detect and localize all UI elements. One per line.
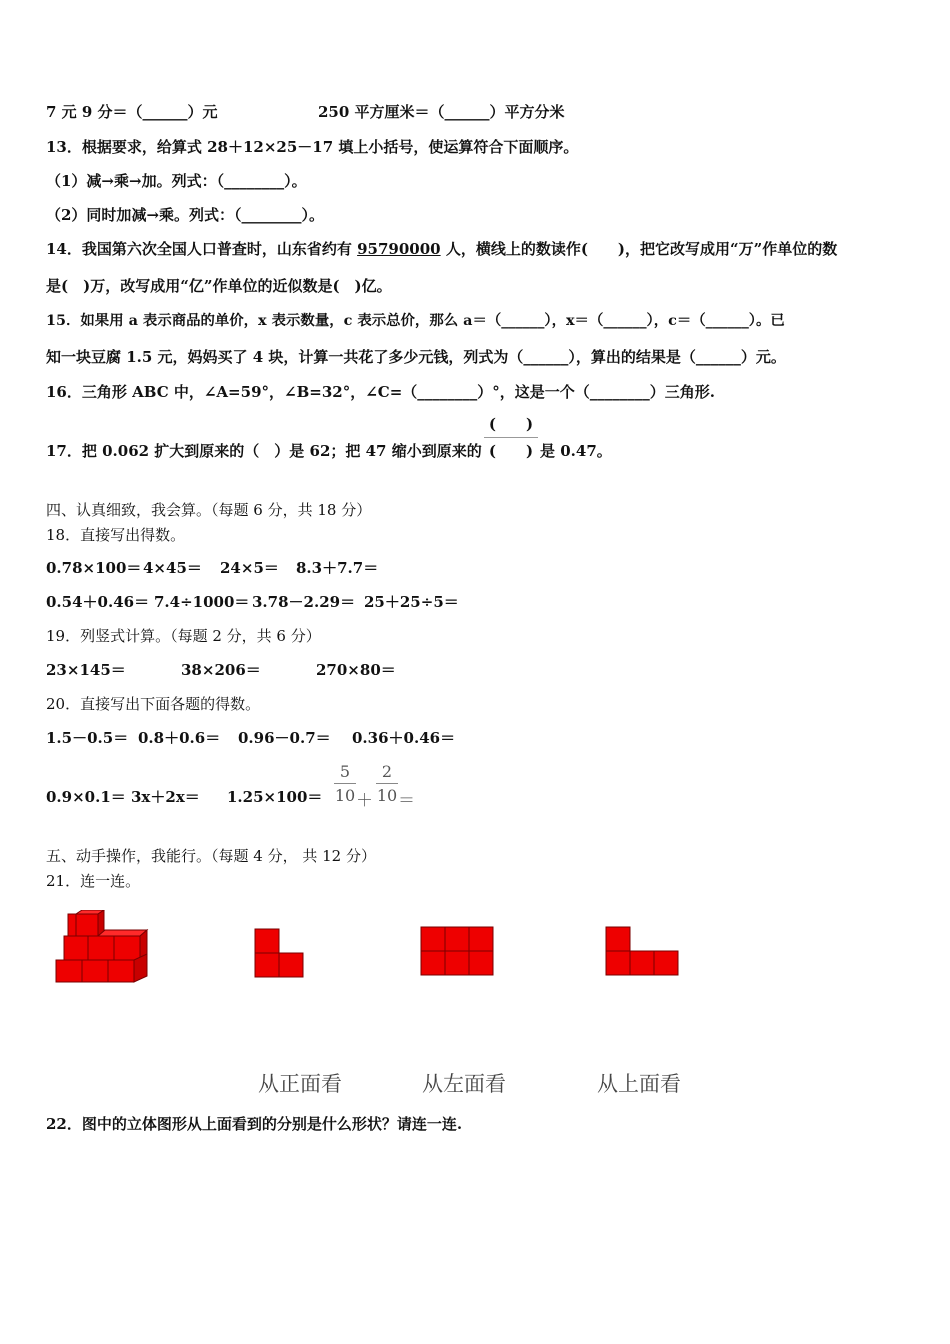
q14-line2: 是( )万，改写成用“亿”作单位的近似数是( )亿。 <box>46 277 392 295</box>
square-cell <box>469 951 493 975</box>
q18-item: 0.54＋0.46＝ <box>46 593 150 611</box>
q19-title: 19．列竖式计算。（每题 2 分，共 6 分） <box>46 627 321 645</box>
q18-item: 8.3＋7.7＝ <box>296 559 379 577</box>
q18-item: 7.4÷1000＝ <box>154 593 250 611</box>
q14-line1-pre: 14．我国第六次全国人口普查时，山东省约有 <box>46 240 358 258</box>
q20-item: 0.8＋0.6＝ <box>138 729 221 747</box>
cube-front-face <box>56 960 134 982</box>
fraction-denominator: 10 <box>376 786 398 805</box>
q18-item: 24×5＝ <box>220 559 279 577</box>
fraction-bar <box>334 783 356 784</box>
view-shape-l[interactable] <box>254 928 304 978</box>
q18-item: 3.78－2.29＝ <box>252 593 356 611</box>
cube-front-face <box>64 936 140 960</box>
q17-post: 是 0.47。 <box>540 442 612 460</box>
q18-item: 25＋25÷5＝ <box>364 593 459 611</box>
q20-item: 1.25×100＝ <box>227 788 323 806</box>
square-cell <box>630 951 654 975</box>
q22-title: 22．图中的立体图形从上面看到的分别是什么形状？请连一连. <box>46 1115 463 1133</box>
fraction-numerator: 5 <box>339 762 351 781</box>
cube-top-face <box>98 930 147 936</box>
q18-item: 4×45＝ <box>143 559 202 577</box>
square-cell <box>654 951 678 975</box>
q14-line1 <box>46 239 837 259</box>
q19-item: 23×145＝ <box>46 661 126 679</box>
q20-fraction-equals: ＝ <box>398 791 415 811</box>
square-cell <box>606 927 630 951</box>
square-cell <box>255 929 279 953</box>
square-cell <box>421 951 445 975</box>
q20-item: 1.5－0.5＝ <box>46 729 129 747</box>
section4-title: 四、认真细致，我会算。（每题 6 分，共 18 分） <box>46 501 372 519</box>
square-cell <box>255 953 279 977</box>
q14-line1-post: 人，横线上的数读作( )，把它改写成用“万”作单位的数 <box>440 240 838 258</box>
square-cell <box>469 927 493 951</box>
q20-item: 3x＋2x＝ <box>131 788 200 806</box>
cube-solid-figure <box>50 910 154 988</box>
q13-sub2: （2）同时加减→乘。列式：（________）。 <box>46 206 325 224</box>
q13-sub1: （1）减→乘→加。列式：（________）。 <box>46 172 307 190</box>
section5-title: 五、动手操作，我能行。（每题 4 分， 共 12 分） <box>46 847 376 865</box>
q18-item: 0.78×100＝ <box>46 559 142 577</box>
q17-frac-bottom: ( ) <box>488 442 534 460</box>
q18-title: 18．直接写出得数。 <box>46 526 186 544</box>
square-cell <box>606 951 630 975</box>
fraction-bar <box>376 783 398 784</box>
q17-pre: 17．把 0.062 扩大到原来的（ ）是 62；把 47 缩小到原来的 <box>46 442 482 460</box>
view-label-front[interactable]: 从正面看 <box>258 1072 342 1096</box>
q17-frac-bar <box>484 437 538 438</box>
q13-stem: 13．根据要求，给算式 28＋12×25－17 填上小括号，使运算符合下面顺序。 <box>46 138 579 156</box>
q19-item: 38×206＝ <box>181 661 261 679</box>
view-label-left[interactable]: 从左面看 <box>422 1072 506 1096</box>
q20-title: 20．直接写出下面各题的得数。 <box>46 695 261 713</box>
fraction-numerator: 2 <box>381 762 393 781</box>
q20-fraction-1 <box>334 762 356 805</box>
q17-frac-top: ( ) <box>488 415 534 433</box>
q16-text: 16．三角形 ABC 中，∠A=59°，∠B=32°，∠C=（________）°，这是一个（________）三角形. <box>46 383 715 401</box>
q15-line1: 15．如果用 a 表示商品的单价，x 表示数量，c 表示总价，那么 a＝（______），x＝（______），c＝（______）。已 <box>46 312 785 329</box>
q15-line2: 知一块豆腐 1.5 元，妈妈买了 4 块，计算一共花了多少元钱，列式为（______），算出的结果是（______）元。 <box>46 348 786 366</box>
q20-item: 0.96－0.7＝ <box>238 729 331 747</box>
square-cell <box>279 953 303 977</box>
q20-fraction-plus: ＋ <box>356 791 373 811</box>
square-cell <box>421 927 445 951</box>
q20-item: 0.9×0.1＝ <box>46 788 126 806</box>
view-shape-long-l[interactable] <box>605 926 679 976</box>
square-cell <box>445 927 469 951</box>
view-label-top[interactable]: 从上面看 <box>597 1072 681 1096</box>
square-cell <box>445 951 469 975</box>
q14-number: 95790000 <box>357 240 441 258</box>
q12-right: 250 平方厘米＝（______）平方分米 <box>318 103 565 121</box>
fraction-denominator: 10 <box>334 786 356 805</box>
q12-left: 7 元 9 分＝（______）元 <box>46 103 218 121</box>
q19-item: 270×80＝ <box>316 661 396 679</box>
q20-fraction-2 <box>376 762 398 805</box>
q20-item: 0.36＋0.46＝ <box>352 729 456 747</box>
view-shape-rectangle[interactable] <box>420 926 494 976</box>
cube-front-face <box>68 914 98 936</box>
q17-fraction <box>484 414 538 461</box>
q21-title: 21．连一连。 <box>46 872 141 890</box>
